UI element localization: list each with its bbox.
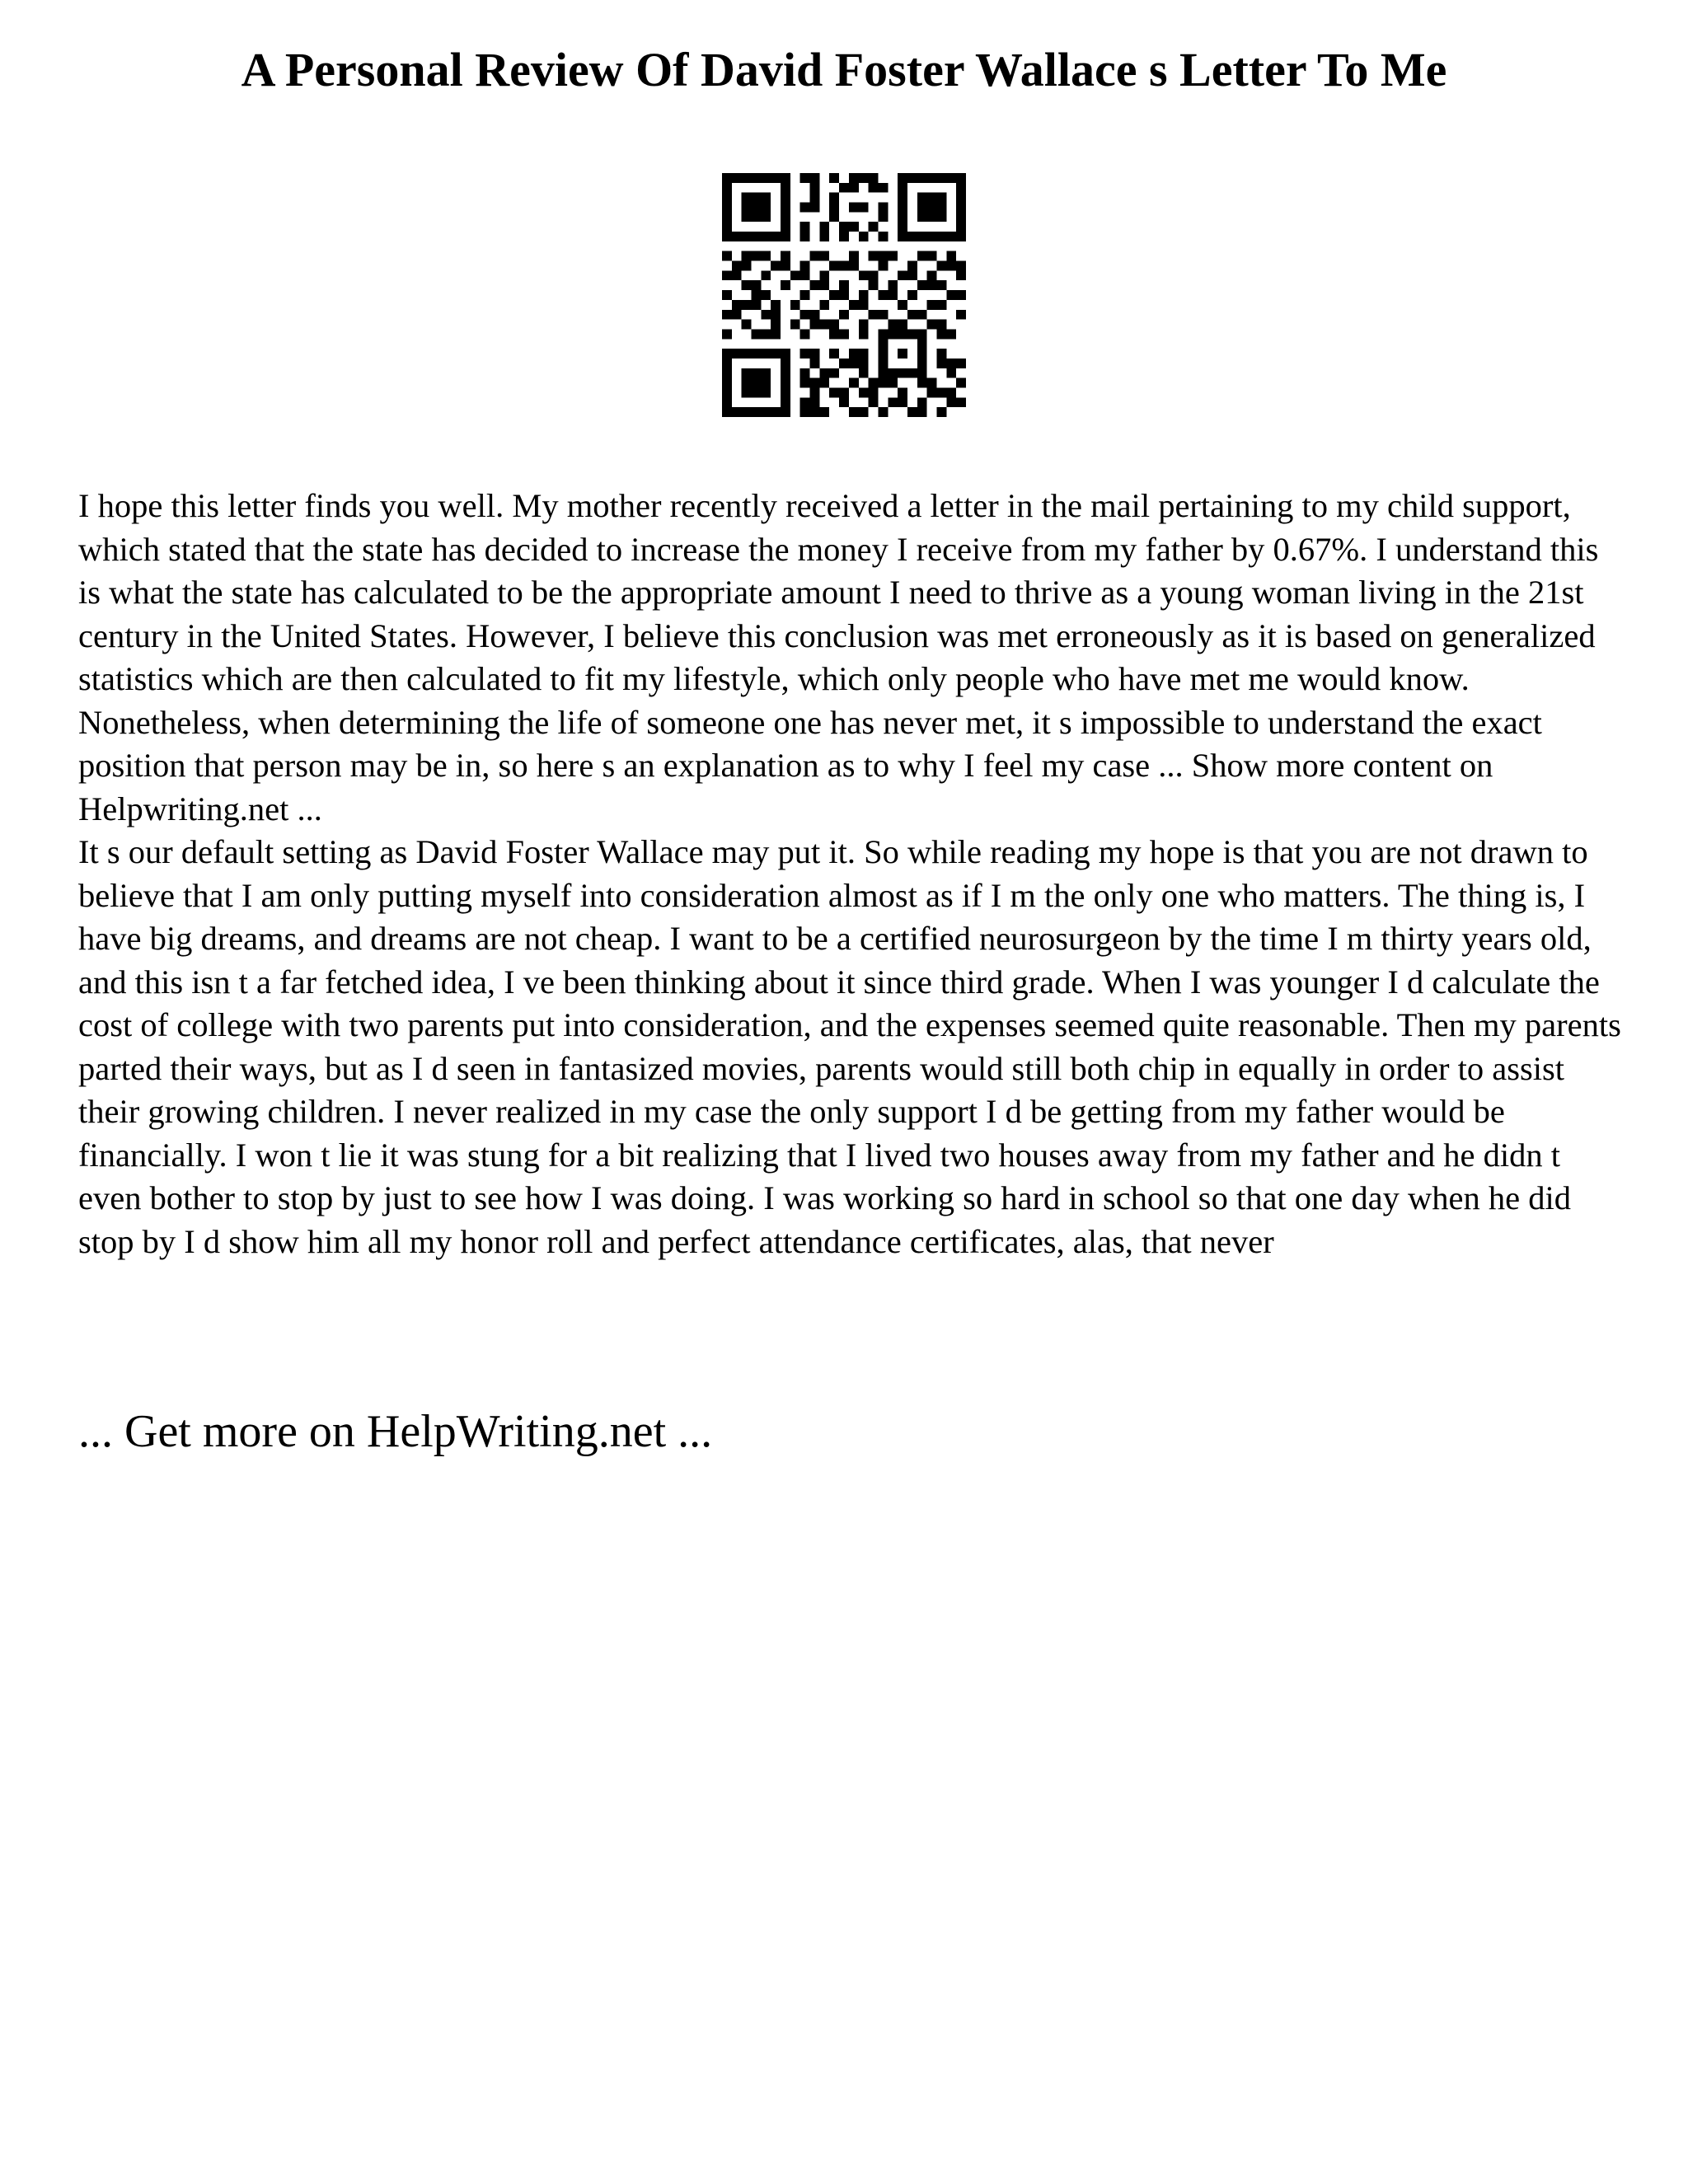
- body-paragraph: I hope this letter finds you well. My mother recently received a letter in the mail pertaining to my child support, which stated that the state has decided to increase the money I receive from my father by 0.67%. I understand this is what the state has calculated to be the appropriate amount I need to thrive as a young woman living in the 21st century in the United States. However, I believe this conclusion was met erroneously as it is based on generalized statistics which are then calculated to fit my lifestyle, which only people who have met me would know. Nonetheless, when determining the life of someone one has never met, it s impossible to understand the exact position that person may be in, so here s an explanation as to why I feel my case ... Show more content on Helpwriting.net ...: [78, 487, 1599, 827]
- get-more-link[interactable]: ... Get more on HelpWriting.net ...: [78, 1406, 713, 1457]
- document-title: A Personal Review Of David Foster Wallace s Letter To Me: [241, 43, 1447, 96]
- qr-code-icon: [722, 173, 966, 417]
- document-body: [78, 485, 1628, 1263]
- body-paragraph: It s our default setting as David Foster Wallace may put it. So while reading my hope is that you are not drawn to believe that I am only putting myself into consideration almost as if I m the only one who matters. The thing is, I have big dreams, and dreams are not cheap. I want to be a certified neurosurgeon by the time I m thirty years old, and this isn t a far fetched idea, I ve been thinking about it since third grade. When I was younger I d calculate the cost of college with two parents put into consideration, and the expenses seemed quite reasonable. Then my parents parted their ways, but as I d seen in fantasized movies, parents would still both chip in equally in order to assist their growing children. I never realized in my case the only support I d be getting from my father would be financially. I won t lie it was stung for a bit realizing that I lived two houses away from my father and he didn t even bother to stop by just to see how I was doing. I was working so hard in school so that one day when he did stop by I d show him all my honor roll and perfect attendance certificates, alas, that never: [78, 833, 1621, 1260]
